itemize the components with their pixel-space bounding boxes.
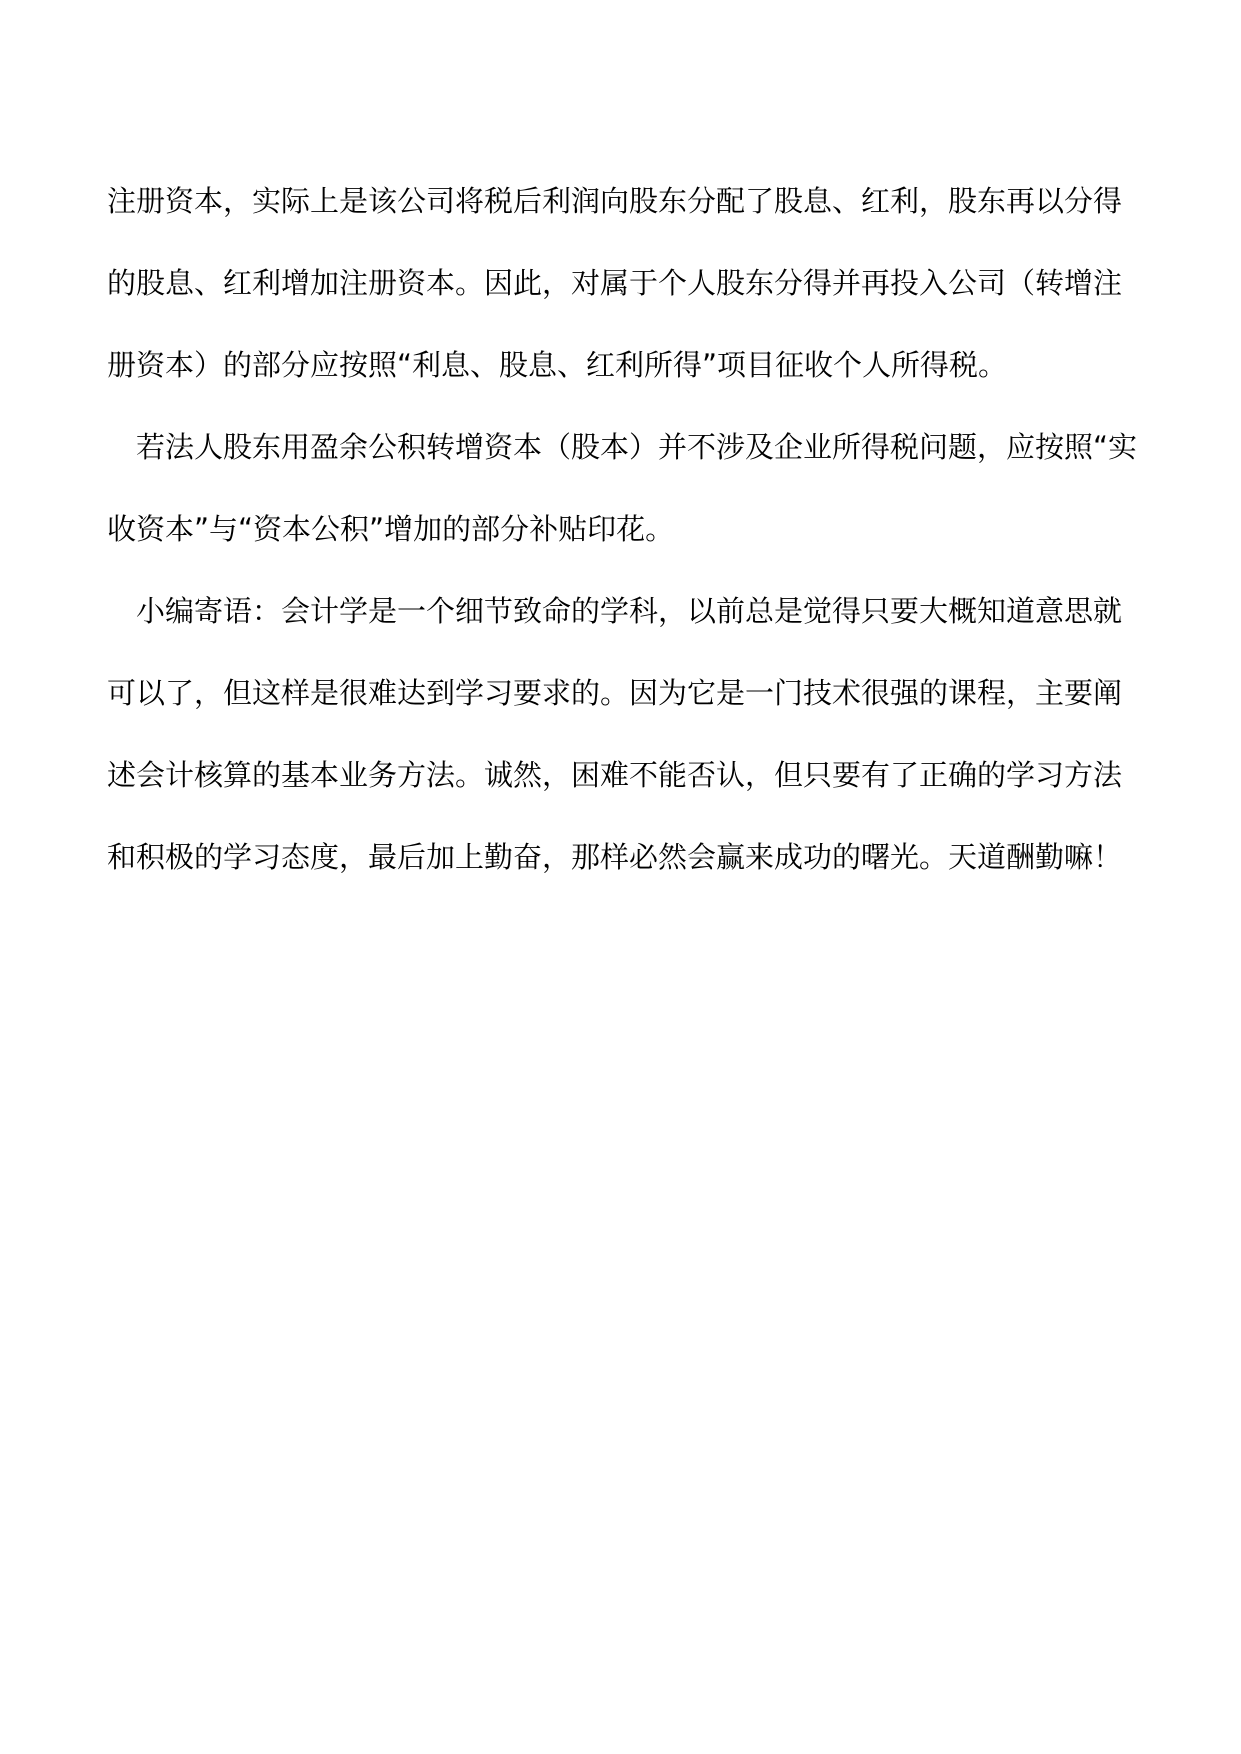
- text-line: 和积极的学习态度，最后加上勤奋，那样必然会赢来成功的曙光。天道酬勤嘛！: [107, 840, 1123, 874]
- text-line: 的股息、红利增加注册资本。因此，对属于个人股东分得并再投入公司（转增注: [107, 266, 1123, 300]
- text-line: 述会计核算的基本业务方法。诚然，困难不能否认，但只要有了正确的学习方法: [107, 758, 1123, 792]
- text-line: 小编寄语：会计学是一个细节致命的学科，以前总是觉得只要大概知道意思就: [107, 594, 1123, 628]
- paragraph-editor-note: [107, 570, 1137, 898]
- document-body: [107, 160, 1137, 898]
- text-line: 若法人股东用盈余公积转增资本（股本）并不涉及企业所得税问题，应按照“实: [107, 430, 1138, 464]
- text-line: 注册资本，实际上是该公司将税后利润向股东分配了股息、红利，股东再以分得: [107, 184, 1123, 218]
- paragraph-corporate-shareholder: [107, 406, 1137, 570]
- text-line: 册资本）的部分应按照“利息、股息、红利所得”项目征收个人所得税。: [107, 348, 1008, 382]
- text-line: 收资本”与“资本公积”增加的部分补贴印花。: [107, 512, 675, 546]
- text-line: 可以了，但这样是很难达到学习要求的。因为它是一门技术很强的课程，主要阐: [107, 676, 1123, 710]
- paragraph-capital-increase: [107, 160, 1137, 406]
